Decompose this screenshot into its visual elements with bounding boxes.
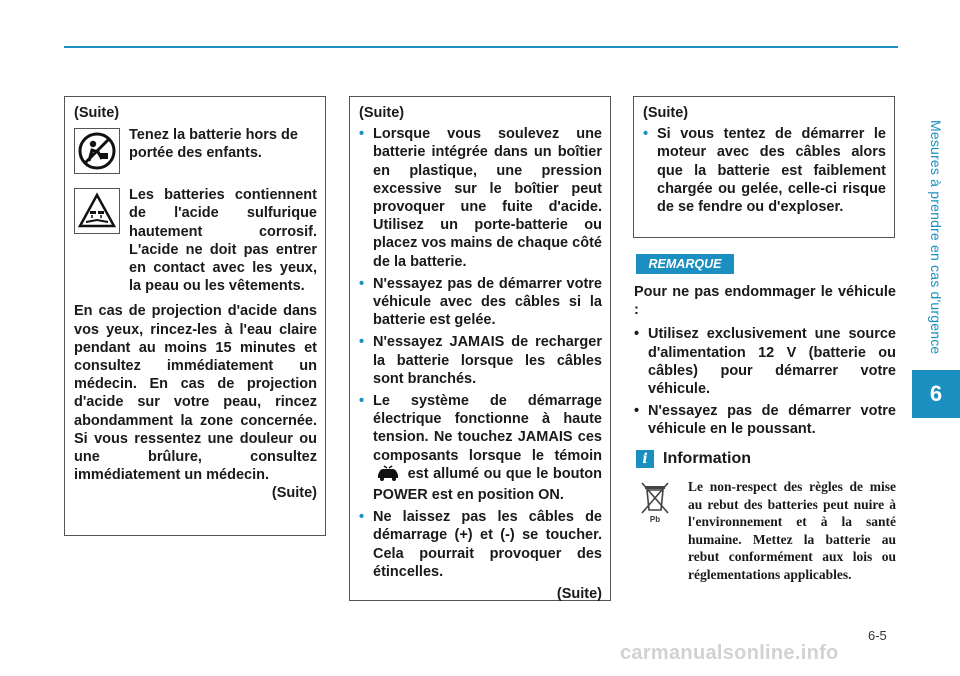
list-item: • Ne laissez pas les câbles de démarrage (+) et (-) se toucher. Cela pourrait provoquer des étincelles. <box>359 509 602 580</box>
warning-box-2 <box>349 96 611 601</box>
suite-label: (Suite) <box>74 105 120 121</box>
crossed-bin-icon <box>636 478 674 524</box>
info-icon: i <box>636 450 654 468</box>
list-item: • Lorsque vous soulevez une batterie intégrée dans un boîtier en plastique, une pression excessive sur le boîtier peut provoquer une fuite d'acide. Utilisez un porte-batterie ou placez vos mains de chaque côté de la batterie. <box>359 126 602 270</box>
information-header <box>636 450 751 468</box>
warning-list <box>643 125 886 216</box>
remarque-body <box>634 283 896 443</box>
chapter-tab: 6 <box>912 370 960 418</box>
remarque-label: REMARQUE <box>636 254 734 274</box>
list-item: • N'essayez pas de démarrer votre véhicule en le poussant. <box>634 403 896 438</box>
warning-acid <box>74 186 317 295</box>
keep-away-children-icon <box>74 128 120 174</box>
section-title: Mesures à prendre en cas d'urgence <box>928 120 944 355</box>
page-number: 6-5 <box>868 628 887 643</box>
warning-acid-text: Les batteries contiennent de l'acide sulfurique hautement corrosif. L'acide ne doit pas entrer en contact avec les yeux, la peau ou les vêtements. <box>129 187 317 295</box>
watermark: carmanualsonline.info <box>620 642 839 664</box>
acid-paragraph: En cas de projection d'acide dans vos yeux, rincez-les à l'eau claire pendant au moins 15 minutes et consultez immédiatement un médecin. En cas de projection d'acide sur votre peau, rincez abondamment la zone concernée. Si vous ressentez une douleur ou une brûlure, consultez immédiatement un médecin. <box>74 303 317 484</box>
remarque-intro: Pour ne pas endommager le véhicule : <box>634 284 896 319</box>
top-rule <box>64 46 898 48</box>
warning-children-text: Tenez la batterie hors de portée des enfants. <box>129 127 298 162</box>
remarque-list <box>634 325 896 438</box>
information-row <box>636 478 896 583</box>
bin-label: Pb <box>649 515 661 524</box>
ready-indicator-icon <box>375 465 401 486</box>
list-item: • N'essayez JAMAIS de recharger la batterie lorsque les câbles sont branchés. <box>359 334 602 387</box>
warning-box-3 <box>633 96 895 238</box>
list-item: • Le système de démarrage électrique fonctionne à haute tension. Ne touchez JAMAIS ces composants lorsque le témoin est allumé ou que le bouton POWER est en position ON. <box>359 393 602 504</box>
list-item: • Utilisez exclusivement une source d'alimentation 12 V (batterie ou câbles) pour démarrer votre véhicule. <box>634 326 896 398</box>
suite-label: (Suite) <box>643 105 689 121</box>
list-item: • N'essayez pas de démarrer votre véhicule avec des câbles si la batterie est gelée. <box>359 275 602 329</box>
corrosive-acid-icon <box>74 188 120 234</box>
list-item: • Si vous tentez de démarrer le moteur avec des câbles alors que la batterie est faiblement chargée ou gelée, celle-ci risque de se fendre ou d'exploser. <box>643 126 886 216</box>
suite-label-bottom: (Suite) <box>271 485 317 502</box>
information-text: Le non-respect des règles de mise au rebut des batteries peut nuire à l'environnement et à la santé humaine. Mettez la batterie au rebut conformément aux lois ou réglementations applicables. <box>688 479 896 582</box>
suite-label: (Suite) <box>359 105 405 121</box>
warning-children <box>74 126 317 174</box>
warning-box-1 <box>64 96 326 536</box>
suite-label-bottom: (Suite) <box>556 586 602 603</box>
warning-list <box>359 125 602 581</box>
information-title: Information <box>663 450 751 467</box>
